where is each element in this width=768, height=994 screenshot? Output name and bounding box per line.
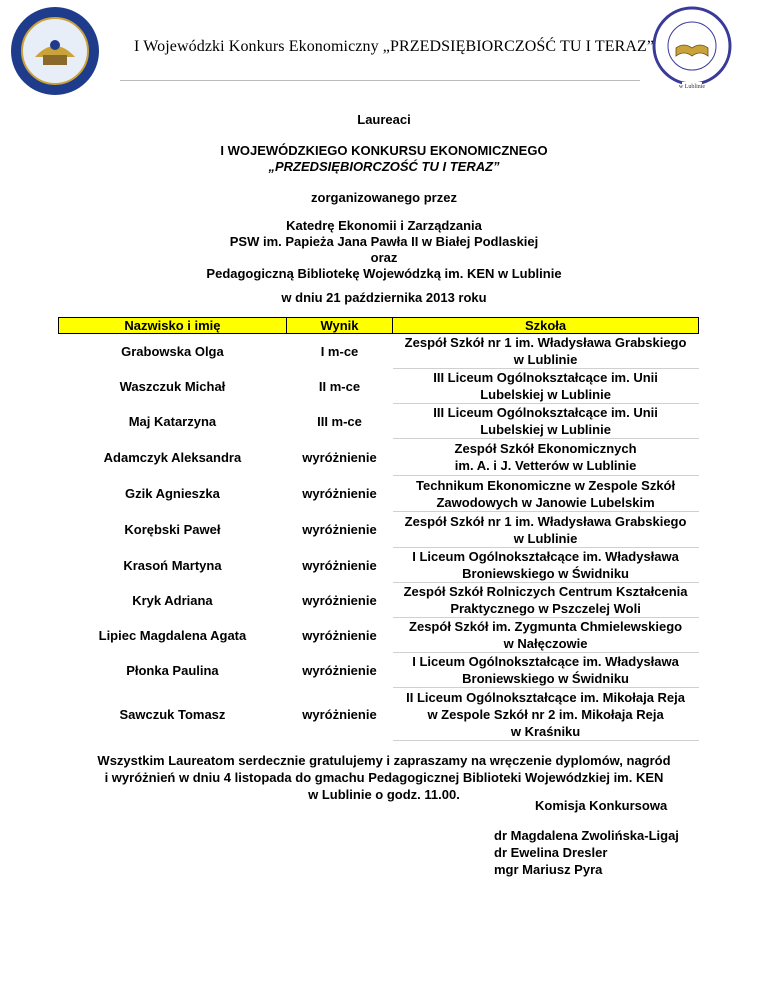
contest-date: w dniu 21 października 2013 roku bbox=[281, 290, 487, 305]
laureate-result: wyróżnienie bbox=[302, 706, 377, 722]
header-title: I Wojewódzki Konkurs Ekonomiczny „PRZEDSIĘBIORCZOŚĆ TU I TERAZ” bbox=[134, 38, 655, 55]
closing-message: Wszystkim Laureatom serdecznie gratulujemy i zapraszamy na wręczenie dyplomów, nagród i wyróżnień w dniu 4 listopada do gmachu Pedagogicznej Biblioteki Wojewódzkiej im. KEN w Lublinie o godz. 11.00. bbox=[97, 753, 671, 802]
laureate-result: wyróżnienie bbox=[302, 662, 377, 678]
table-row bbox=[59, 618, 699, 653]
laureate-school: Zespół Szkół Rolniczych Centrum Kształcenia Praktycznego w Pszczelej Woli bbox=[393, 583, 699, 618]
laureate-school: Zespół Szkół nr 1 im. Władysława Grabskiego w Lublinie bbox=[393, 334, 699, 369]
laureate-name: Sawczuk Tomasz bbox=[119, 706, 226, 722]
organizer-library: Pedagogiczną Bibliotekę Wojewódzką im. KEN w Lublinie bbox=[206, 266, 562, 281]
heading-laureaci: Laureaci bbox=[357, 112, 411, 127]
laureate-name: Adamczyk Aleksandra bbox=[103, 449, 242, 465]
laureates-table bbox=[58, 317, 699, 741]
contest-motto: „PRZEDSIĘBIORCZOŚĆ TU I TERAZ” bbox=[268, 159, 500, 174]
laureate-school: I Liceum Ogólnokształcące im. Władysława Broniewskiego w Świdniku bbox=[393, 548, 699, 583]
laureate-school: II Liceum Ogólnokształcące im. Mikołaja Reja w Zespole Szkół nr 2 im. Mikołaja Reja w Kraśniku bbox=[393, 688, 699, 741]
organizer-conjunction: oraz bbox=[370, 250, 398, 265]
laureate-name: Grabowska Olga bbox=[121, 343, 224, 359]
organizer-university: PSW im. Papieża Jana Pawła II w Białej Podlaskiej bbox=[229, 234, 539, 249]
laureate-result: wyróżnienie bbox=[302, 557, 377, 573]
laureate-result: wyróżnienie bbox=[302, 486, 377, 501]
table-row bbox=[59, 688, 699, 741]
column-header-name: Nazwisko i imię bbox=[59, 318, 287, 334]
header-divider bbox=[120, 80, 640, 81]
organized-by-label: zorganizowanego przez bbox=[311, 190, 457, 205]
table-row bbox=[59, 334, 699, 369]
table-row bbox=[59, 548, 699, 583]
laureate-name: Płonka Paulina bbox=[126, 662, 219, 678]
page-header bbox=[0, 0, 768, 100]
committee-members bbox=[494, 827, 679, 878]
laureate-result: wyróżnienie bbox=[302, 627, 377, 643]
committee-member: mgr Mariusz Pyra bbox=[494, 862, 603, 877]
laureate-name: Maj Katarzyna bbox=[128, 413, 217, 429]
laureate-name: Waszczuk Michał bbox=[119, 378, 226, 394]
table-row bbox=[59, 476, 699, 512]
library-logo-icon bbox=[644, 6, 740, 90]
psw-logo-icon bbox=[5, 5, 105, 97]
table-row bbox=[59, 404, 699, 439]
table-row bbox=[59, 653, 699, 688]
laureate-result: wyróżnienie bbox=[302, 449, 377, 465]
table-row bbox=[59, 583, 699, 618]
table-row bbox=[59, 512, 699, 548]
laureate-school: III Liceum Ogólnokształcące im. Unii Lubelskiej w Lublinie bbox=[393, 404, 699, 439]
laureate-school: III Liceum Ogólnokształcące im. Unii Lubelskiej w Lublinie bbox=[393, 369, 699, 404]
table-header-row bbox=[59, 318, 699, 334]
laureate-result: I m-ce bbox=[320, 343, 359, 359]
laureate-result: wyróżnienie bbox=[302, 592, 377, 608]
contest-name: I WOJEWÓDZKIEGO KONKURSU EKONOMICZNEGO bbox=[220, 143, 548, 158]
committee-member: dr Magdalena Zwolińska-Ligaj bbox=[494, 828, 679, 843]
column-header-school: Szkoła bbox=[393, 318, 699, 334]
laureate-school: Zespół Szkół nr 1 im. Władysława Grabskiego w Lublinie bbox=[393, 512, 699, 548]
laureate-school: I Liceum Ogólnokształcące im. Władysława Broniewskiego w Świdniku bbox=[393, 653, 699, 688]
laureate-name: Krasoń Martyna bbox=[123, 557, 222, 573]
laureate-result: II m-ce bbox=[318, 378, 361, 394]
organizer-department: Katedrę Ekonomii i Zarządzania bbox=[286, 218, 482, 233]
laureate-school: Zespół Szkół Ekonomicznych im. A. i J. Vetterów w Lublinie bbox=[393, 439, 699, 476]
laureate-name: Kryk Adriana bbox=[132, 592, 213, 608]
table-row bbox=[59, 369, 699, 404]
committee-member: dr Ewelina Dresler bbox=[494, 845, 608, 860]
laureate-name: Lipiec Magdalena Agata bbox=[98, 627, 247, 643]
committee-title: Komisja Konkursowa bbox=[535, 798, 668, 813]
laureate-school: Technikum Ekonomiczne w Zespole Szkół Zawodowych w Janowie Lubelskim bbox=[393, 476, 699, 512]
laureate-name: Gzik Agnieszka bbox=[124, 486, 220, 501]
laureate-result: III m-ce bbox=[317, 413, 362, 429]
svg-text:w Lublinie: w Lublinie bbox=[678, 84, 706, 90]
laureate-result: wyróżnienie bbox=[302, 522, 377, 537]
column-header-result: Wynik bbox=[286, 318, 392, 334]
laureate-school: Zespół Szkół im. Zygmunta Chmielewskiego w Nałęczowie bbox=[393, 618, 699, 653]
laureate-name: Korębski Paweł bbox=[124, 522, 221, 537]
table-row bbox=[59, 439, 699, 476]
